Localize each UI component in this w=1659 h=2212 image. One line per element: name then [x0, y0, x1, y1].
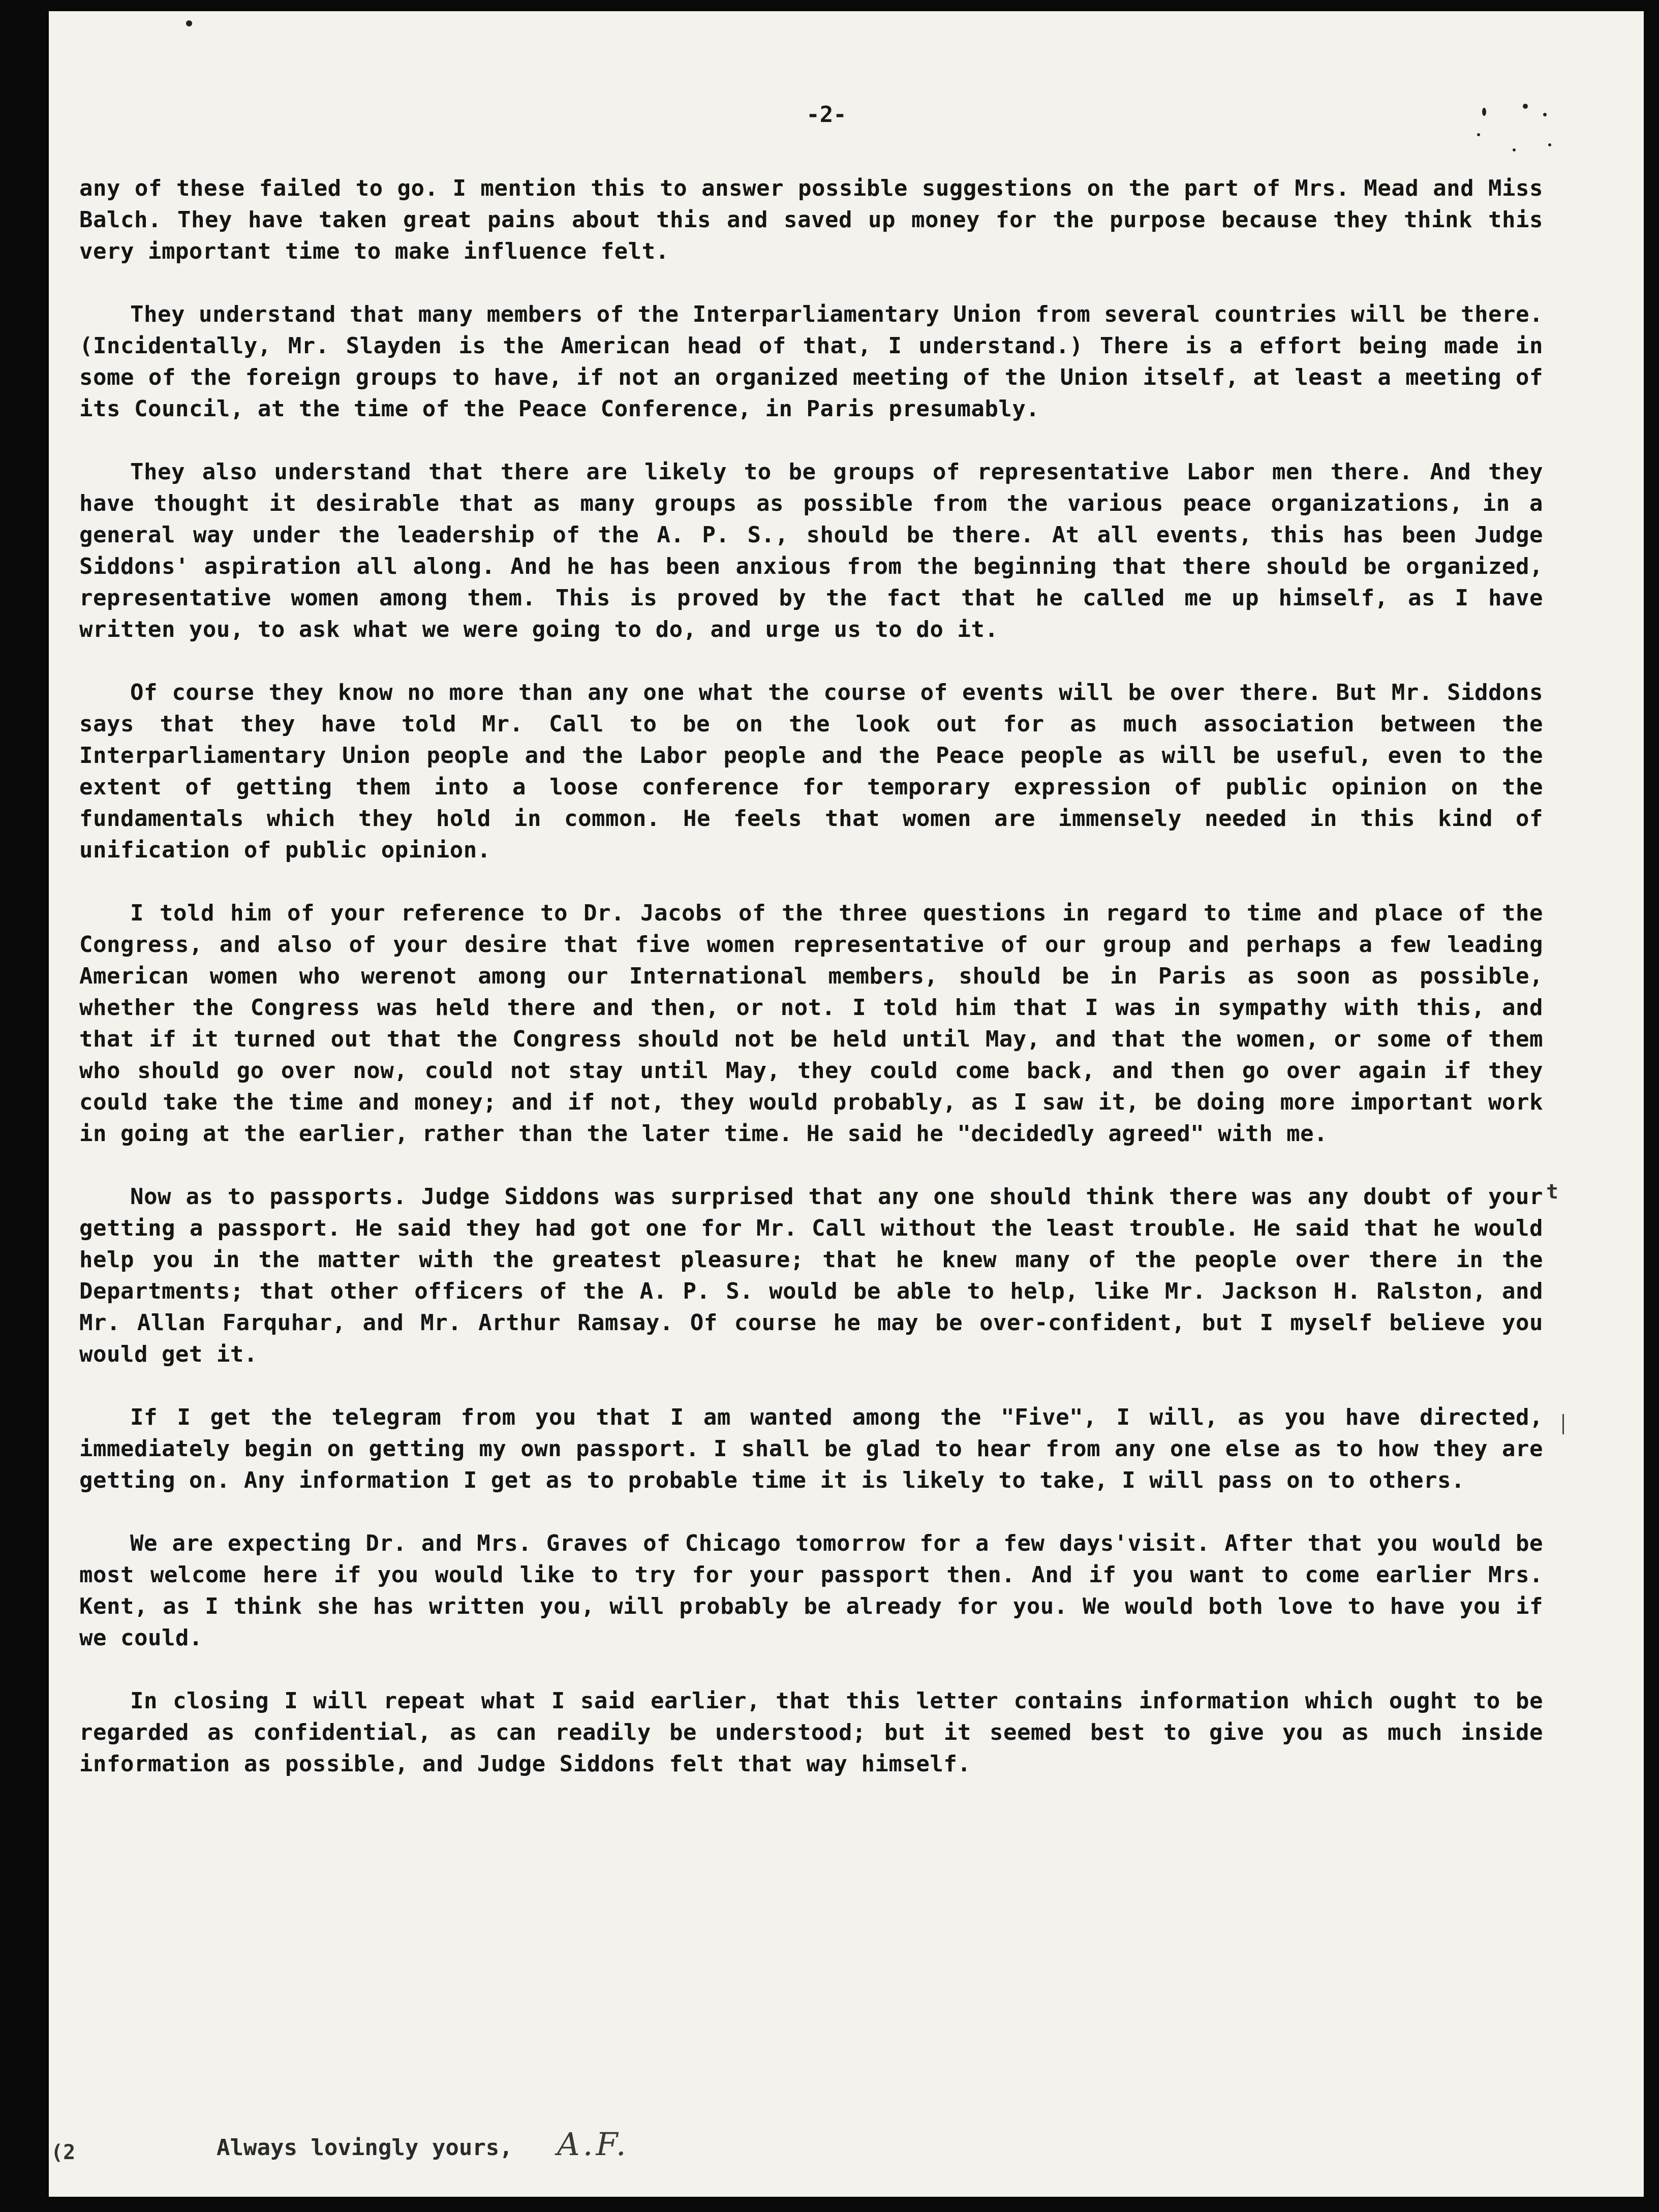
paragraph: In closing I will repeat what I said earlier, that this letter contains information which ought to be regarded as confidential, as can readily be understood; but it seemed best to give you as much inside information as possible, and Judge Siddons felt that way himself. — [79, 1688, 1543, 1777]
ink-speck — [186, 20, 192, 26]
paragraph: I told him of your reference to Dr. Jacobs of the three questions in regard to time and place of the Congress, and also of your desire that five women representative of our group and perhaps a few leading American women who werenot among our International members, should be in Paris as soon as possible, whether the Congress was held there and then, or not. I told him that I was in sympathy with this, and that if it turned out that the Congress should not be held until May, and that the women, or some of them who should go over now, could not stay until May, they could come back, and then go over again if they could take the time and money; and if not, they would probably, as I saw it, be doing more important work in going at the earlier, rather than the later time. He said he "decidedly agreed" with me. — [79, 900, 1543, 1147]
handwritten-initials: A.F. — [557, 2126, 629, 2163]
letter-body — [79, 173, 1543, 1811]
margin-mark-right: t — [1546, 1180, 1559, 1204]
ink-speck — [1523, 104, 1528, 109]
letter-page — [49, 11, 1644, 2197]
paragraph: Now as to passports. Judge Siddons was surprised that any one should think there was any doubt of your getting a passport. He said they had got one for Mr. Call without the least trouble. He said that he would help you in the matter with the greatest pleasure; that he knew many of the people over there in the Departments; that other officers of the A. P. S. would be able to help, like Mr. Jackson H. Ralston, and Mr. Allan Farquhar, and Mr. Arthur Ramsay. Of course he may be over-confident, but I myself believe you would get it. — [79, 1184, 1543, 1367]
page-number: -2- — [806, 102, 847, 128]
margin-tick — [1562, 1414, 1564, 1434]
paragraph: If I get the telegram from you that I am wanted among the "Five", I will, as you have directed, immediately begin on getting my own passport. I shall be glad to hear from any one else as to how they are getting on. Any information I get as to probable time it is likely to take, I will pass on to others. — [79, 1404, 1543, 1493]
paragraph: We are expecting Dr. and Mrs. Graves of Chicago tomorrow for a few days'visit. After that you would be most welcome here if you would like to try for your passport then. And if you want to come earlier Mrs. Kent, as I think she has written you, will probably be already for you. We would both love to have you if we could. — [79, 1530, 1543, 1651]
paragraph: They understand that many members of the Interparliamentary Union from several countries will be there. (Incidentally, Mr. Slayden is the American head of that, I understand.) There is a effort being made in some of the foreign groups to have, if not an organized meeting of the Union itself, at least a meeting of its Council, at the time of the Peace Conference, in Paris presumably. — [79, 301, 1543, 422]
ink-speck — [1548, 143, 1551, 146]
paragraph: Of course they know no more than any one what the course of events will be over there. But Mr. Siddons says that they have told Mr. Call to be on the look out for as much association between the Interparliamentary Union people and the Labor people and the Peace people as will be useful, even to the extent of getting them into a loose conference for temporary expression of public opinion on the fundamentals which they hold in common. He feels that women are immensely needed in this kind of unification of public opinion. — [79, 680, 1543, 863]
paragraph: any of these failed to go. I mention this to answer possible suggestions on the part of Mrs. Mead and Miss Balch. They have taken great pains about this and saved up money for the purpose because they think this very important time to make influence felt. — [79, 175, 1543, 264]
paragraph: They also understand that there are likely to be groups of representative Labor men there. And they have thought it desirable that as many groups as possible from the various peace organizations, in a general way under the leadership of the A. P. S., should be there. At all events, this has been Judge Siddons' aspiration all along. And he has been anxious from the beginning that there should be organized, representative women among them. This is proved by the fact that he called me up himself, as I have written you, to ask what we were going to do, and urge us to do it. — [79, 459, 1543, 642]
ink-speck — [1543, 113, 1547, 116]
margin-mark-left: (2 — [51, 2141, 76, 2164]
ink-speck — [1482, 108, 1486, 116]
closing-line: Always lovingly yours, — [217, 2135, 513, 2161]
ink-speck — [1477, 133, 1480, 136]
corner-specks — [1467, 93, 1569, 164]
ink-speck — [1513, 148, 1516, 151]
